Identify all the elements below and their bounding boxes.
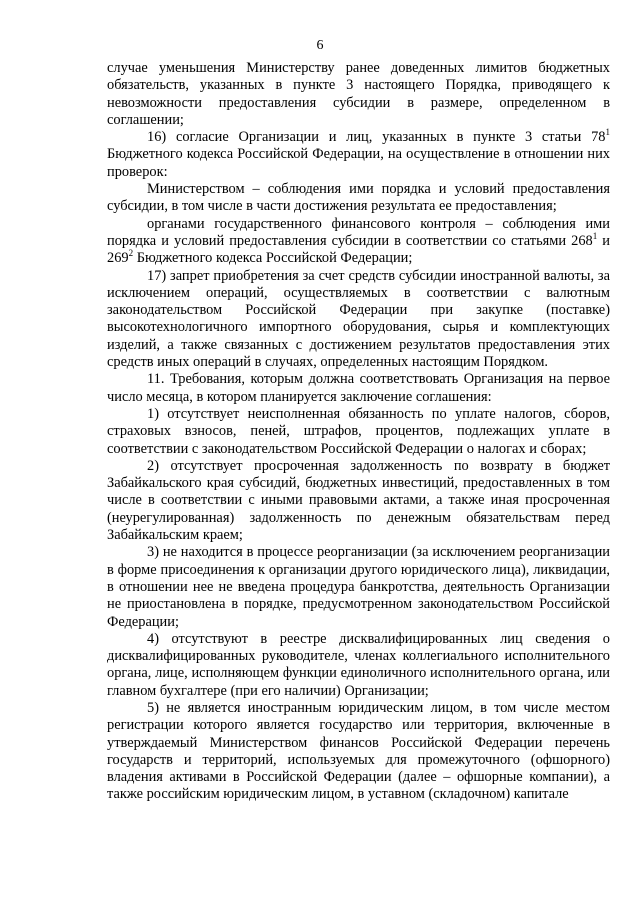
superscript: 2 [128, 248, 134, 259]
paragraph [107, 406, 610, 458]
superscript: 1 [605, 127, 610, 138]
paragraph-text: 17) запрет приобретения за счет средств субсидии иностранной валюты, за исключением операций, осуществляемых в соответствии с валютным законодательством Российской Федерации при закупке (поставке) высокотехнологичного импортного оборудования, сырья и комплектующих изделий, а также связанных с достижением результатов предоставления этих средств иных операций в случаях, определенных настоящим Порядком. [107, 267, 610, 371]
paragraph [107, 216, 610, 268]
paragraph-text: 16) согласие Организации и лиц, указанных в пункте 3 статьи 78 [147, 129, 606, 146]
paragraph [107, 60, 610, 129]
superscript: 1 [592, 230, 598, 241]
paragraph-text: 1) отсутствует неисполненная обязанность по уплате налогов, сборов, страховых взносов, пеней, штрафов, процентов, подлежащих уплате в соответствии с законодательством Российской Федерации о налогах и сборах; [107, 405, 610, 457]
paragraph [107, 458, 610, 544]
paragraph [107, 631, 610, 700]
document-body [107, 60, 610, 804]
paragraph-text: и 269 [107, 232, 610, 267]
paragraph-text: Бюджетного кодекса Российской Федерации, на осуществление в отношении них проверок: [107, 146, 610, 180]
paragraph-text: 11. Требования, которым должна соответствовать Организация на первое число месяца, в котором планируется заключение соглашения: [107, 371, 610, 405]
paragraph [107, 700, 610, 804]
paragraph-text: Бюджетного кодекса Российской Федерации; [133, 250, 413, 267]
paragraph-text: 3) не находится в процессе реорганизации (за исключением реорганизации в форме присоединения к организации другого юридического лица), ликвидации, в отношении нее не введена процедура банкротства, деятельность Организации не приостановлена в порядке, предусмотренном законодательством Российской Федерации; [107, 544, 610, 630]
paragraph [107, 371, 610, 406]
paragraph [107, 129, 610, 181]
paragraph [107, 544, 610, 630]
paragraph-text: 2) отсутствует просроченная задолженность по возврату в бюджет Забайкальского края субсидий, бюджетных инвестиций, предоставленных в том числе в соответствии с иными правовыми актами, а также иная просроченная (неурегулированная) задолженность по денежным обязательствам перед Забайкальским краем; [107, 457, 610, 544]
paragraph-text: 5) не является иностранным юридическим лицом, в том числе местом регистрации которого является государство или территория, включенные в утверждаемый Министерством финансов Российской Федерации перечень государств и территорий, используемых для промежуточного (офшорного) владения активами в Российской Федерации (далее – офшорные компании), а также российским юридическим лицом, в уставном (складочном) капитале [107, 699, 610, 803]
paragraph-text: органами государственного финансового контроля – соблюдения ими порядка и условий предоставления субсидии в соответствии со статьями 268 [107, 215, 610, 249]
paragraph-text: 4) отсутствуют в реестре дисквалифицированных лиц сведения о дисквалифицированных руководителе, членах коллегиального исполнительного органа, лице, исполняющем функции единоличного исполнительного органа, или главном бухгалтере (при его наличии) Организации; [107, 630, 610, 699]
paragraph [107, 268, 610, 372]
page-number: 6 [316, 38, 324, 53]
paragraph [107, 181, 610, 216]
paragraph-text: Министерством – соблюдения ими порядка и условий предоставления субсидии, в том числе в части достижения результата ее предоставления; [107, 181, 610, 215]
paragraph-text: случае уменьшения Министерству ранее доведенных лимитов бюджетных обязательств, указанных в пункте 3 настоящего Порядка, приводящего к невозможности предоставления субсидии в размере, определенном в соглашении; [107, 60, 610, 128]
